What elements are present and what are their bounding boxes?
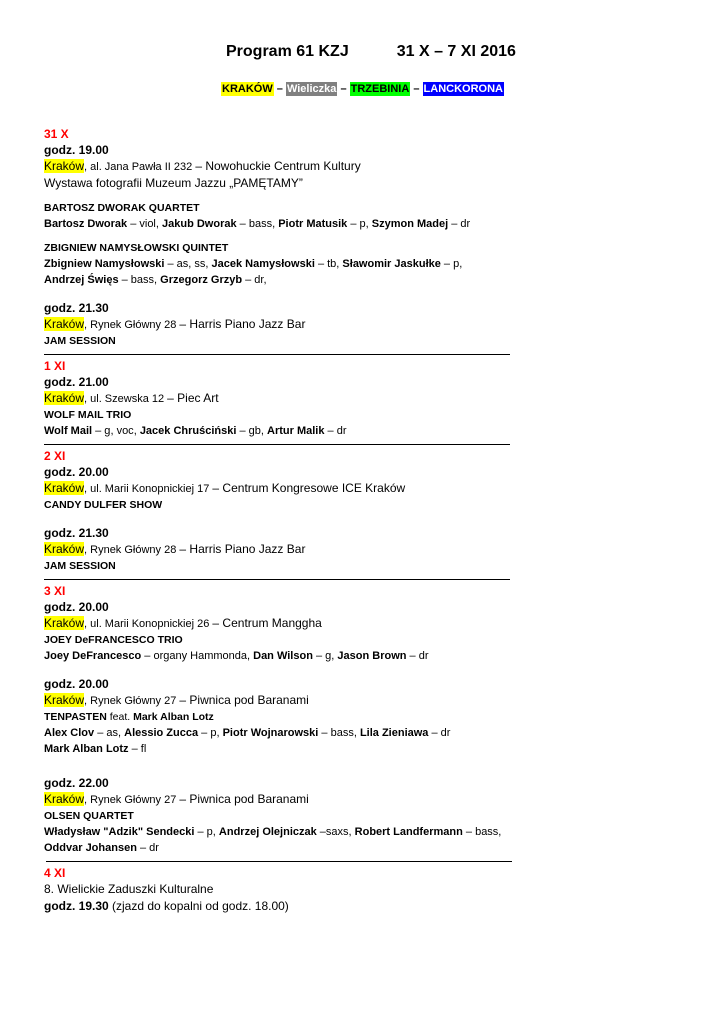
- city-highlight: Kraków: [44, 792, 85, 806]
- band-feat: feat.: [106, 711, 134, 723]
- city-highlight: Kraków: [44, 542, 85, 556]
- band-name: OLSEN QUARTET: [44, 810, 134, 822]
- venue-name: – Piwnica pod Baranami: [179, 693, 309, 707]
- venue-name: – Centrum Manggha: [212, 616, 322, 630]
- day-heading: 3 XI: [44, 584, 66, 598]
- day-heading: 31 X: [44, 127, 69, 141]
- town-wieliczka: Wieliczka: [286, 83, 337, 95]
- venue-name: – Nowohuckie Centrum Kultury: [195, 159, 361, 173]
- band-title: TENPASTEN: [44, 711, 107, 723]
- page-title: [226, 43, 516, 61]
- event-time: godz. 19.00: [44, 143, 109, 157]
- event-time-note: (zjazd do kopalni od godz. 18.00): [108, 899, 289, 913]
- separator: –: [410, 83, 423, 95]
- band-name: JOEY DeFRANCESCO TRIO: [44, 634, 183, 646]
- section-divider: [44, 354, 510, 355]
- event-time-line: [44, 898, 534, 915]
- band-lineup: Andrzej Święs – bass, Grzegorz Grzyb – dr,: [44, 274, 267, 286]
- venue-address: , Rynek Główny 28: [84, 319, 180, 331]
- event-venue: [44, 541, 534, 558]
- band-name: [44, 709, 534, 725]
- city-highlight: Kraków: [44, 391, 85, 405]
- band-lineup: Alex Clov – as, Alessio Zucca – p, Piotr Wojnarowski – bass, Lila Zieniawa – dr: [44, 727, 451, 739]
- city-highlight: Kraków: [44, 481, 85, 495]
- venue-address: , Rynek Główny 28: [84, 544, 180, 556]
- event-time: godz. 21.30: [44, 301, 109, 315]
- band-lineup: Zbigniew Namysłowski – as, ss, Jacek Namysłowski – tb, Sławomir Jaskułke – p,: [44, 258, 463, 270]
- event-time: godz. 20.00: [44, 677, 109, 691]
- event-venue: [44, 791, 534, 808]
- venue-address: , ul. Marii Konopnickiej 17: [84, 483, 213, 495]
- band-lineup: Bartosz Dworak – viol, Jakub Dworak – bass, Piotr Matusik – p, Szymon Madej – dr: [44, 218, 471, 230]
- day-heading: 2 XI: [44, 449, 66, 463]
- separator: –: [273, 83, 286, 95]
- event-time: godz. 21.00: [44, 375, 109, 389]
- day-heading: 4 XI: [44, 866, 66, 880]
- town-lanckorona: LANCKORONA: [423, 83, 503, 95]
- section-divider: [44, 579, 510, 580]
- city-highlight: Kraków: [44, 317, 85, 331]
- venue-address: , al. Jana Pawła II 232: [84, 161, 196, 173]
- venue-name: – Centrum Kongresowe ICE Kraków: [212, 481, 406, 495]
- venue-address: , Rynek Główny 27: [84, 794, 180, 806]
- venue-name: – Harris Piano Jazz Bar: [179, 317, 306, 331]
- section-divider: [46, 861, 512, 862]
- program-title: Program 61 KZJ: [226, 43, 349, 60]
- event-venue: [44, 390, 534, 407]
- band-name: BARTOSZ DWORAK QUARTET: [44, 202, 200, 214]
- band-lineup: Władysław "Adzik" Sendecki – p, Andrzej Olejniczak –saxs, Robert Landfermann – bass,: [44, 826, 502, 838]
- town-trzebinia: TRZEBINIA: [350, 83, 410, 95]
- event-time: godz. 20.00: [44, 600, 109, 614]
- event-venue: [44, 480, 534, 497]
- event-venue: [44, 158, 534, 175]
- event-note: 8. Wielickie Zaduszki Kulturalne: [44, 882, 214, 896]
- band-lineup: Oddvar Johansen – dr: [44, 842, 159, 854]
- event-venue: [44, 316, 534, 333]
- program-dates: 31 X – 7 XI 2016: [396, 43, 516, 60]
- venue-name: – Piec Art: [167, 391, 219, 405]
- section-divider: [44, 444, 510, 445]
- day-heading: 1 XI: [44, 359, 66, 373]
- event-time: godz. 20.00: [44, 465, 109, 479]
- event-time: godz. 19.30: [44, 899, 109, 913]
- band-name: JAM SESSION: [44, 560, 116, 572]
- band-lineup: Wolf Mail – g, voc, Jacek Chruściński – gb, Artur Malik – dr: [44, 425, 347, 437]
- city-highlight: Kraków: [44, 159, 85, 173]
- band-guest: Mark Alban Lotz: [133, 711, 214, 723]
- town-krakow: KRAKÓW: [222, 83, 273, 95]
- band-lineup: Mark Alban Lotz – fl: [44, 743, 147, 755]
- event-venue: [44, 615, 534, 632]
- band-name: JAM SESSION: [44, 335, 116, 347]
- venue-address: , ul. Marii Konopnickiej 26: [84, 618, 213, 630]
- city-highlight: Kraków: [44, 616, 85, 630]
- venue-name: – Piwnica pod Baranami: [179, 792, 309, 806]
- venue-address: , ul. Szewska 12: [84, 393, 168, 405]
- venue-name: – Harris Piano Jazz Bar: [179, 542, 306, 556]
- band-lineup: Joey DeFrancesco – organy Hammonda, Dan Wilson – g, Jason Brown – dr: [44, 650, 429, 662]
- separator: –: [337, 83, 350, 95]
- band-name: WOLF MAIL TRIO: [44, 409, 132, 421]
- event-time: godz. 22.00: [44, 776, 109, 790]
- program-content: [44, 127, 534, 915]
- towns-legend: [221, 83, 504, 95]
- band-name: ZBIGNIEW NAMYSŁOWSKI QUINTET: [44, 242, 229, 254]
- event-time: godz. 21.30: [44, 526, 109, 540]
- event-venue: [44, 692, 534, 709]
- band-name: CANDY DULFER SHOW: [44, 499, 163, 511]
- city-highlight: Kraków: [44, 693, 85, 707]
- event-note: Wystawa fotografii Muzeum Jazzu „PAMĘTAMY”: [44, 176, 303, 190]
- venue-address: , Rynek Główny 27: [84, 695, 180, 707]
